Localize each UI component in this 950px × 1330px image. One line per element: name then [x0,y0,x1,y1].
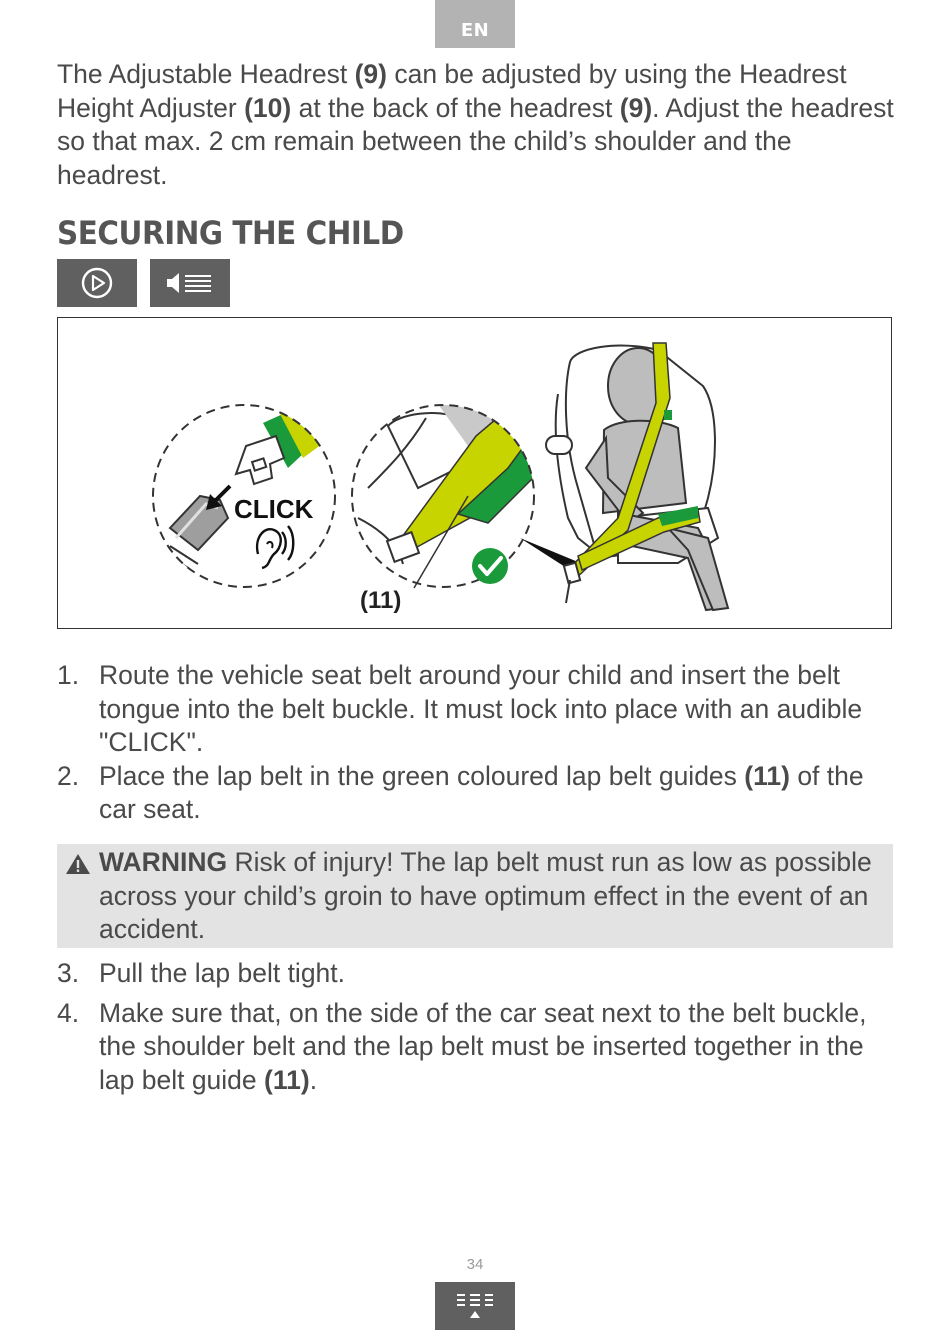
list-item: 4. Make sure that, on the side of the car seat next to the belt buckle, the shoulder belt and the lap belt must be inserted together in the lap belt guide (11). [57,997,867,1095]
guide-detail [358,404,543,564]
menu-button[interactable] [435,1282,515,1330]
section-title: SECURING THE CHILD [57,214,404,252]
list-item: 2. Place the lap belt in the green coloured lap belt guides (11) of the car seat. [57,760,864,824]
warning-text: Risk of injury! The lap belt must run as low as possible across your child’s groin to have optimum effect in the event of an accident. [99,847,872,944]
steps-list-1 [57,659,897,827]
ear-icon [257,526,293,568]
audio-button[interactable] [150,259,230,307]
list-item: 3. Pull the lap belt tight. [57,958,346,988]
illustration-svg [58,318,893,630]
steps-list-2 [57,957,897,1097]
warning-triangle-icon [65,853,91,875]
play-circle-icon [80,266,114,300]
list-item: 1. Route the vehicle seat belt around your child and insert the belt tongue into the belt buckle. It must lock into place with an audible "CLICK". [57,660,863,757]
play-video-button[interactable] [57,259,137,307]
speaker-list-icon [165,270,215,296]
menu-up-icon [455,1291,495,1321]
car-seat-with-child [546,343,728,610]
warning-label: WARNING [99,847,228,877]
language-tab: EN [435,0,515,48]
page-number: 34 [466,1256,484,1273]
warning-box [57,844,893,948]
click-label: CLICK [234,494,314,524]
intro-paragraph: The Adjustable Headrest (9) can be adjusted by using the Headrest Height Adjuster (10) at the back of the headrest (9). Adjust the headrest so that max. 2 cm remain between the child’s shoulder and the headrest. [57,59,894,190]
seat-belt-illustration [57,317,892,629]
check-icon [472,548,508,584]
callout-label: (11) [360,587,402,614]
